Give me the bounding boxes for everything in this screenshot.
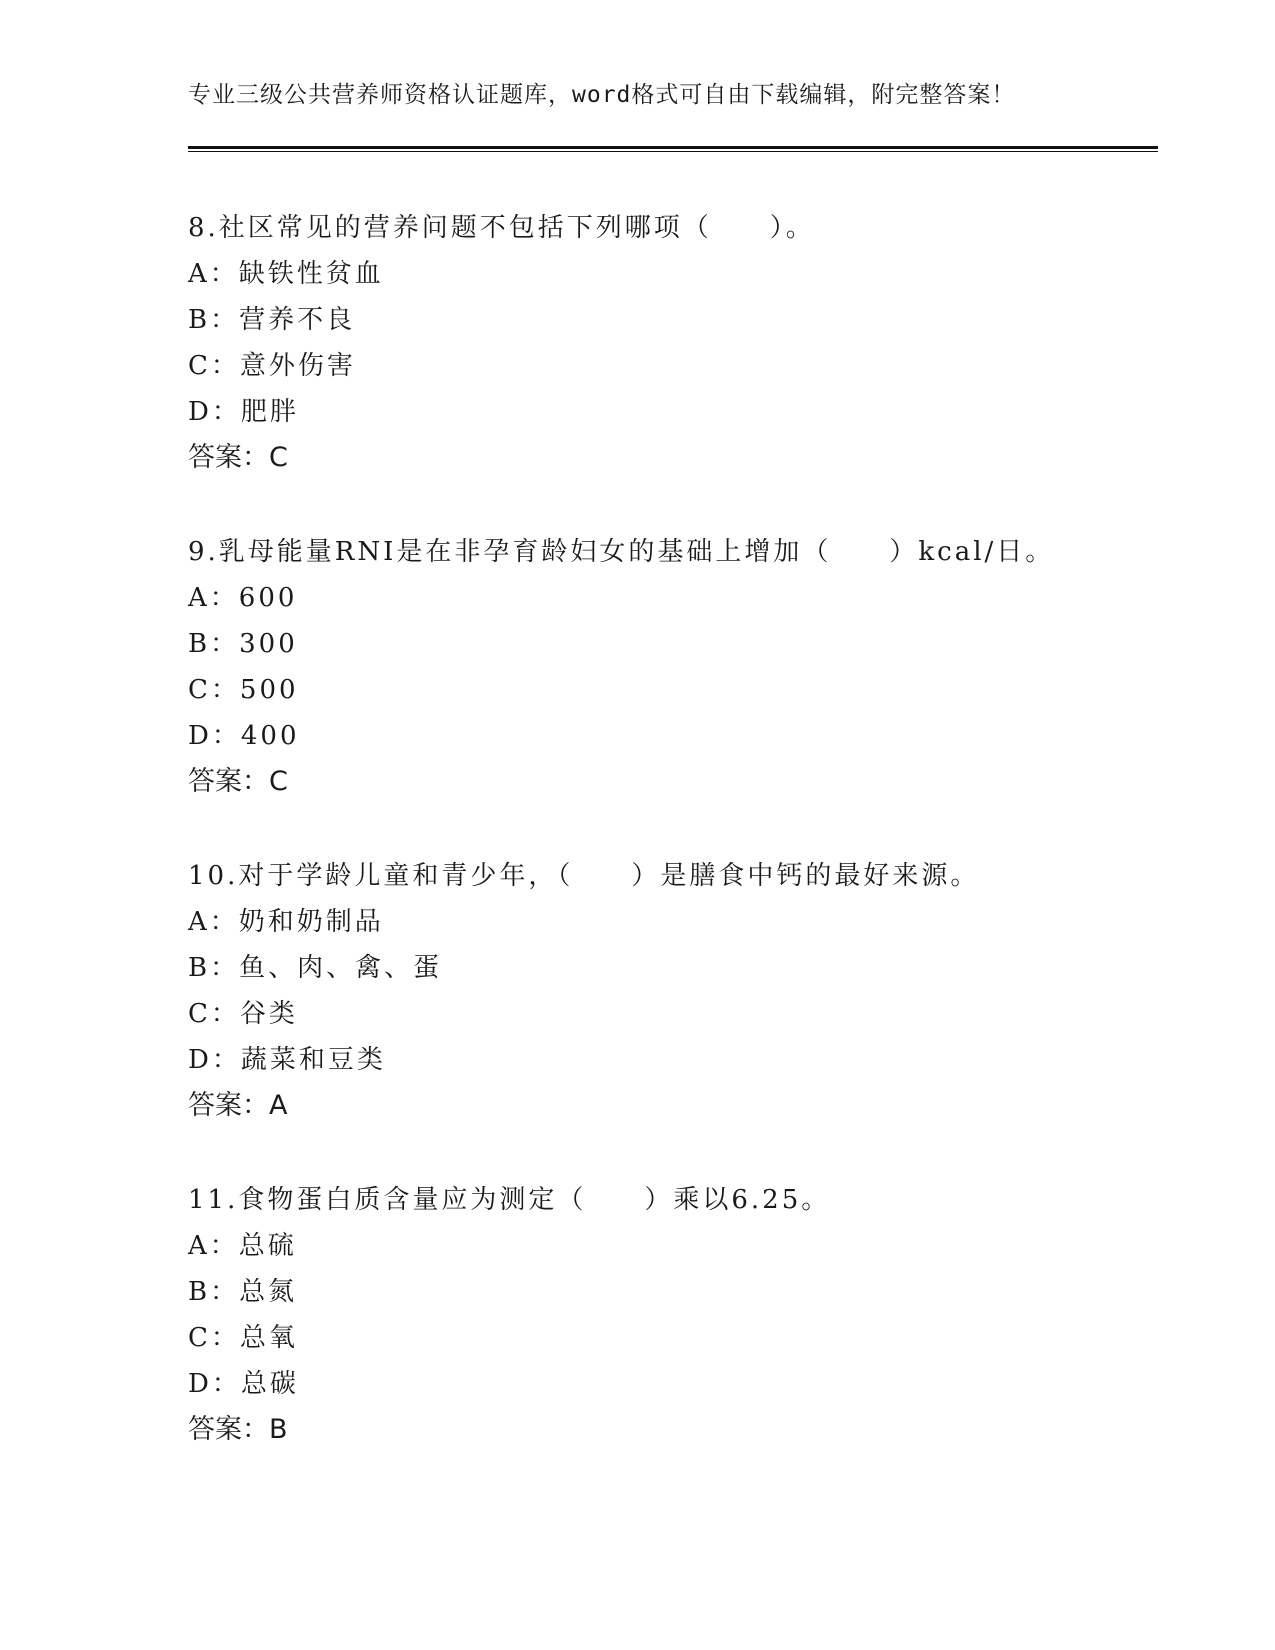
- option-key: B：: [188, 305, 240, 335]
- option-text: 600: [238, 583, 298, 613]
- question-stem: 8.社区常见的营养问题不包括下列哪项（ ）。: [188, 213, 815, 243]
- question-list: [188, 205, 1168, 1501]
- option-key: C：: [188, 1323, 240, 1353]
- page-header: 专业三级公共营养师资格认证题库，word格式可自由下载编辑，附完整答案！: [188, 82, 1016, 108]
- option-c: [188, 1315, 1168, 1361]
- option-b: [188, 621, 1168, 667]
- option-a: [188, 575, 1168, 621]
- option-key: B：: [188, 629, 240, 659]
- option-d: [188, 1037, 1168, 1083]
- answer-line: 答案：C: [188, 442, 288, 473]
- question-11: [188, 1177, 1168, 1453]
- option-text: 总氧: [239, 1323, 298, 1353]
- question-10: [188, 853, 1168, 1129]
- question-stem: 9.乳母能量RNI是在非孕育龄妇女的基础上增加（ ）kcal/日。: [188, 537, 1055, 567]
- answer-line: 答案：A: [188, 1090, 288, 1121]
- answer-line: 答案：B: [188, 1414, 288, 1445]
- option-key: D：: [188, 721, 241, 751]
- option-key: D：: [188, 397, 241, 427]
- option-text: 肥胖: [240, 397, 299, 427]
- question-9: [188, 529, 1168, 805]
- option-key: C：: [188, 351, 240, 381]
- option-text: 营养不良: [239, 305, 356, 335]
- option-d: [188, 1361, 1168, 1407]
- option-c: [188, 667, 1168, 713]
- option-d: [188, 389, 1168, 435]
- option-key: A：: [188, 583, 239, 613]
- header-rule-thick: [188, 146, 1158, 149]
- option-b: [188, 945, 1168, 991]
- option-text: 谷类: [239, 999, 298, 1029]
- option-text: 奶和奶制品: [238, 907, 384, 937]
- option-text: 意外伤害: [239, 351, 356, 381]
- option-d: [188, 713, 1168, 759]
- option-text: 300: [239, 629, 298, 659]
- option-text: 总碳: [240, 1369, 299, 1399]
- option-text: 总硫: [238, 1231, 297, 1261]
- question-stem: 10.对于学龄儿童和青少年，（ ）是膳食中钙的最好来源。: [188, 861, 980, 891]
- option-text: 缺铁性贫血: [238, 259, 384, 289]
- question-8: [188, 205, 1168, 481]
- option-key: C：: [188, 999, 240, 1029]
- option-c: [188, 343, 1168, 389]
- option-key: B：: [188, 1277, 240, 1307]
- option-a: [188, 899, 1168, 945]
- answer-line: 答案：C: [188, 766, 288, 797]
- option-a: [188, 251, 1168, 297]
- option-c: [188, 991, 1168, 1037]
- option-text: 500: [239, 675, 299, 705]
- header-rule-thin: [188, 151, 1158, 152]
- option-text: 蔬菜和豆类: [240, 1045, 386, 1075]
- option-b: [188, 1269, 1168, 1315]
- option-key: A：: [188, 1231, 239, 1261]
- option-key: B：: [188, 953, 240, 983]
- option-b: [188, 297, 1168, 343]
- option-key: A：: [188, 259, 239, 289]
- option-key: D：: [188, 1045, 241, 1075]
- option-key: C：: [188, 675, 240, 705]
- option-text: 总氮: [239, 1277, 298, 1307]
- option-a: [188, 1223, 1168, 1269]
- option-key: D：: [188, 1369, 241, 1399]
- option-key: A：: [188, 907, 239, 937]
- option-text: 鱼、肉、禽、蛋: [239, 953, 443, 983]
- option-text: 400: [240, 721, 300, 751]
- question-stem: 11.食物蛋白质含量应为测定（ ）乘以6.25。: [188, 1185, 831, 1215]
